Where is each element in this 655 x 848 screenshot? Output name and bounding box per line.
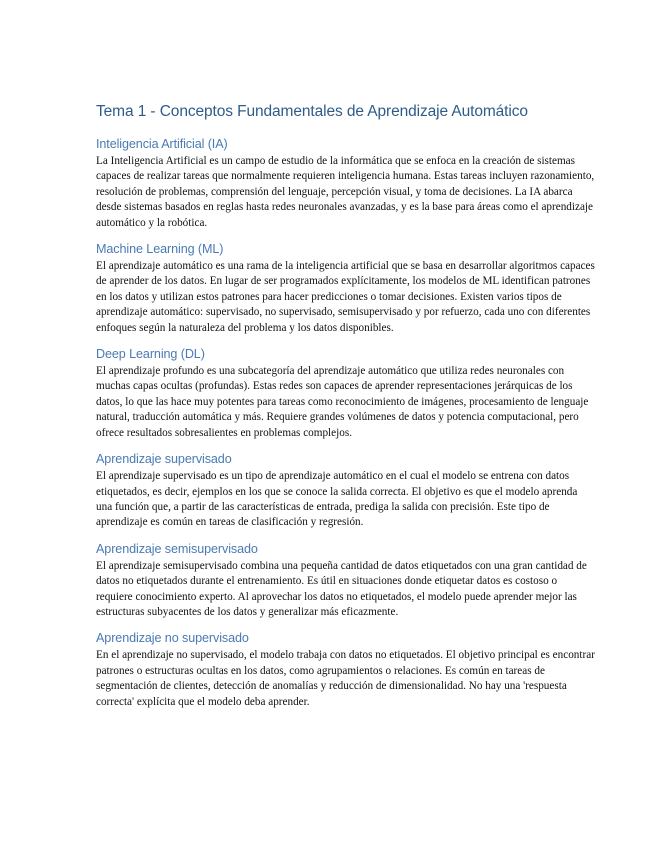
section-body: El aprendizaje automático es una rama de la inteligencia artificial que se basa en desarrollar algoritmos capaces de aprender de los datos. En lugar de ser programados explícitamente, los modelos de ML identifican patrones en los datos y utilizan estos patrones para hacer predicciones o tomar decisiones. Existen varios tipos de aprendizaje automático: supervisado, no supervisado, semisupervisado y por refuerzo, cada uno con diferentes enfoques según la naturaleza del problema y los datos disponibles. xyxy=(96,260,595,334)
section-heading: Machine Learning (ML) xyxy=(96,242,224,257)
section-machine-learning xyxy=(96,242,595,336)
section-aprendizaje-semisupervisado xyxy=(96,542,595,621)
section-body: El aprendizaje supervisado es un tipo de aprendizaje automático en el cual el modelo se entrena con datos etiquetados, es decir, ejemplos en los que se conoce la salida correcta. El objetivo es que el modelo aprenda una función que, a partir de las características de entrada, prediga la salida con precisión. Este tipo de aprendizaje es común en tareas de clasificación y regresión. xyxy=(96,470,578,529)
section-aprendizaje-no-supervisado xyxy=(96,631,595,710)
section-heading: Deep Learning (DL) xyxy=(96,347,205,362)
section-heading: Aprendizaje semisupervisado xyxy=(96,541,258,556)
document-title: Tema 1 - Conceptos Fundamentales de Aprendizaje Automático xyxy=(96,103,528,120)
section-body: El aprendizaje semisupervisado combina una pequeña cantidad de datos etiquetados con una gran cantidad de datos no etiquetados durante el entrenamiento. Es útil en situaciones donde etiquetar datos es costoso o requiere conocimiento experto. Al aprovechar los datos no etiquetados, el modelo puede aprender mejor las estructuras subyacentes de los datos y generalizar más eficazmente. xyxy=(96,559,587,618)
section-aprendizaje-supervisado xyxy=(96,452,595,531)
section-inteligencia-artificial xyxy=(96,137,595,231)
section-body: La Inteligencia Artificial es un campo de estudio de la informática que se enfoca en la creación de sistemas capaces de realizar tareas que normalmente requieren inteligencia humana. Estas tareas incluyen razonamiento, resolución de problemas, comprensión del lenguaje, percepción visual, y toma de decisiones. La IA abarca desde sistemas basados en reglas hasta redes neuronales avanzadas, y es la base para áreas como el aprendizaje automático y la robótica. xyxy=(96,155,595,229)
section-heading: Aprendizaje no supervisado xyxy=(96,631,249,646)
section-deep-learning xyxy=(96,347,595,441)
section-body: El aprendizaje profundo es una subcategoría del aprendizaje automático que utiliza redes neuronales con muchas capas ocultas (profundas). Estas redes son capaces de aprender representaciones jerárquicas de los datos, lo que las hace muy potentes para tareas como reconocimiento de imágenes, procesamiento de lenguaje natural, traducción automática y más. Requiere grandes volúmenes de datos y potencia computacional, pero ofrece resultados sobresalientes en problemas complejos. xyxy=(96,365,589,439)
section-body: En el aprendizaje no supervisado, el modelo trabaja con datos no etiquetados. El objetivo principal es encontrar patrones o estructuras ocultas en los datos, como agrupamientos o relaciones. Es común en tareas de segmentación de clientes, detección de anomalías y reducción de dimensionalidad. No hay una 'respuesta correcta' explícita que el modelo deba aprender. xyxy=(96,649,595,708)
section-heading: Inteligencia Artificial (IA) xyxy=(96,137,228,151)
section-heading: Aprendizaje supervisado xyxy=(96,452,232,467)
